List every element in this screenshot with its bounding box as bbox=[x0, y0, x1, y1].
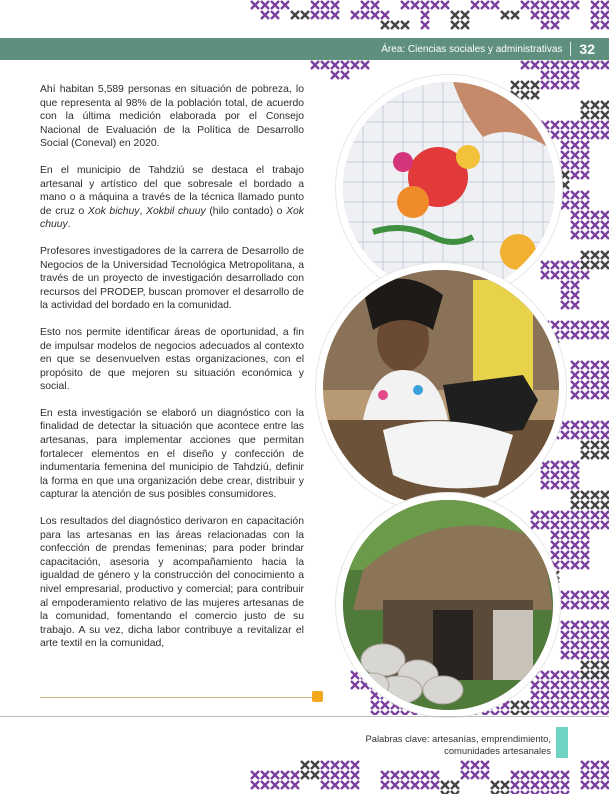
paragraph-embroidery-text-2: (hilo contado) o bbox=[205, 205, 287, 217]
paragraph-embroidery-text: En el municipio de Tahdziú se destaca el trabajo artesanal y artístico del que sobresale el bordado a mano o a máquina a través de la técnica llamado punto de cruz o bbox=[40, 164, 304, 217]
paragraph-results: Los resultados del diagnóstico derivaron en capacitación para las artesanas en las áreas relacionadas con la confección de prendas femeninas; para poder brindar capacitación, asesoria y acompañamiento hacia la igualdad de género y la construcción del conocimiento a nivel empresarial, productivo y comercial; para contribuir al empoderamiento relativo de las mujeres artesanas de la comunidad, fomentando el comercio justo de su trabajo. A su vez, dicha labor contribuye a revitalizar el arte textil en la comunidad, bbox=[40, 516, 304, 650]
paragraph-embroidery bbox=[40, 164, 304, 232]
sewing-machine-photo bbox=[316, 263, 566, 513]
page-number: 32 bbox=[579, 41, 595, 57]
section-area-label: Área: Ciencias sociales y administrativas bbox=[381, 43, 563, 55]
header-divider bbox=[570, 42, 571, 56]
term-xokbil-chuuy: Xokbil chuuy bbox=[146, 205, 206, 217]
paragraph-opportunity: Esto nos permite identificar áreas de oportunidad, a fin de impulsar modelos de negocios adecuados al contexto en que se desenvuelven estas organizaciones, con el propósito de que mejoren su situación económica y social. bbox=[40, 326, 304, 393]
paragraph-poverty: Ahí habitan 5,589 personas en situación de pobreza, lo que representa al 98% de la población total, de acuerdo con la última medición elaborada por el Consejo Nacional de Evaluación de la Política de Desarrollo Social (Coneval) en 2020. bbox=[40, 84, 304, 150]
accent-square bbox=[312, 691, 323, 702]
keywords-line-2: comunidades artesanales bbox=[444, 745, 551, 756]
text-end-rule bbox=[40, 697, 318, 698]
header-bar bbox=[0, 38, 609, 60]
paragraph-diagnosis: En esta investigación se elaboró un diagnóstico con la finalidad de detectar la situación que acontece entre las artesanas, para implementar acciones que permitan fortalecer elementos en el diseño y confección de indumentaria femenina del municipio de Tahdziú, definir la forma en que una organización debe crear, distribuir y capturar la atención de sus posibles consumidores. bbox=[40, 407, 304, 501]
thatched-house-photo bbox=[336, 493, 560, 717]
article-body bbox=[40, 83, 304, 664]
separator-text: , bbox=[139, 205, 147, 217]
paragraph-researchers: Profesores investigadores de la carrera de Desarrollo de Negocios de la Universidad Tecnológica Metropolitana, a través de un proyecto de investigación desarrollado con recursos del PRODEP, buscan promover el desarrollo de la actividad del bordado en la comunidad. bbox=[40, 245, 304, 312]
term-xok-bichuy: Xok bichuy bbox=[87, 205, 140, 217]
cross-stitch-pattern-top bbox=[250, 0, 609, 40]
keywords-accent-bar bbox=[556, 727, 568, 758]
keywords-line-1: Palabras clave: artesanías, emprendimiento, bbox=[365, 733, 551, 744]
footer-divider bbox=[0, 716, 609, 717]
keywords-block bbox=[291, 733, 551, 757]
period-text: . bbox=[67, 219, 71, 231]
term-xok-chuuy: Xok chuuy bbox=[40, 205, 304, 231]
cross-stitch-pattern-bottom bbox=[250, 760, 609, 794]
